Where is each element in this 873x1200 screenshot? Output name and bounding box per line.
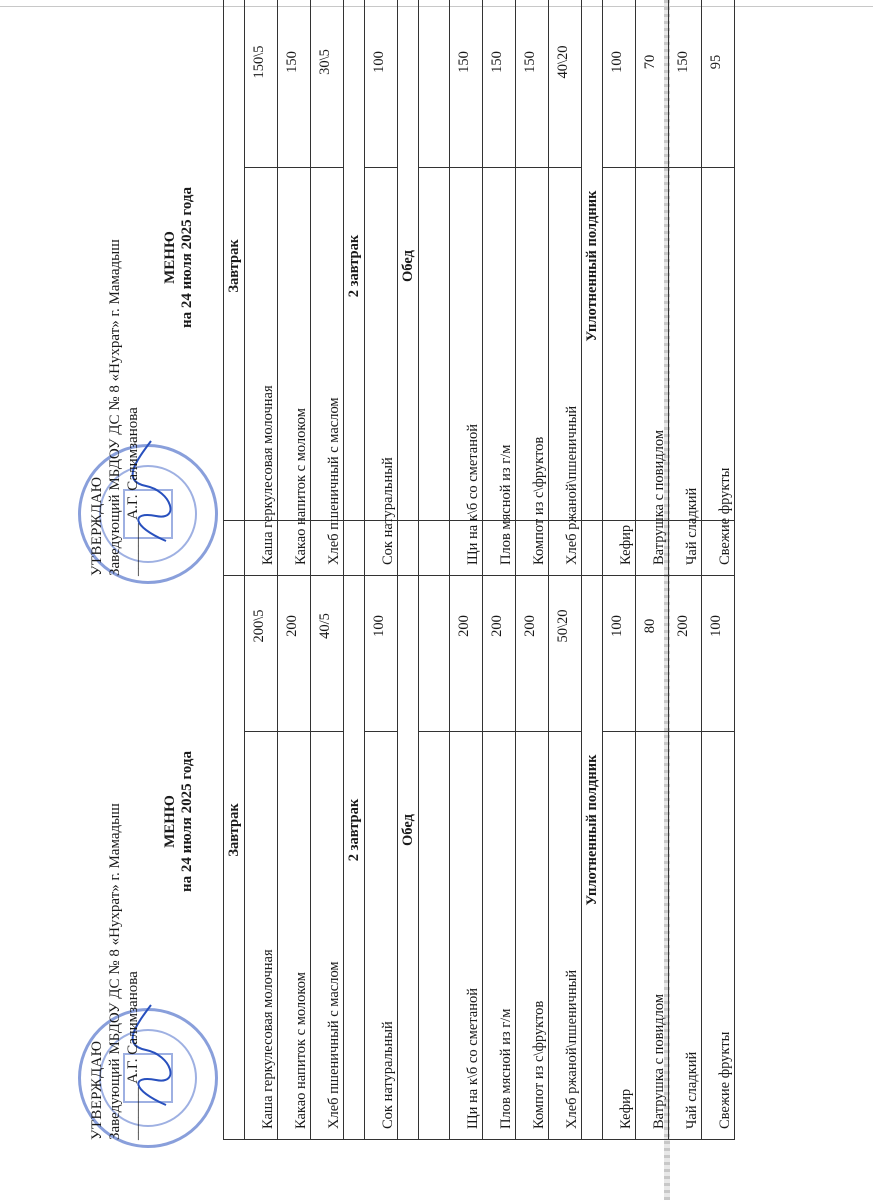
- section-heading: Обед: [398, 521, 419, 1140]
- blank-row: [419, 0, 450, 576]
- dish-name: Хлеб ржаной\пшеничный: [549, 168, 582, 576]
- dish-quantity: 50\20: [555, 609, 571, 643]
- dish-quantity-cell: [483, 0, 516, 168]
- dish-quantity: 200\5: [251, 609, 267, 643]
- menu-sheet-left: [88, 520, 735, 1140]
- approval-block: [88, 239, 142, 576]
- dish-quantity-cell: [669, 0, 702, 168]
- dish-quantity: 200: [489, 615, 505, 637]
- dish-quantity-cell: [311, 0, 344, 168]
- dish-name: Хлеб ржаной\пшеничный: [549, 732, 582, 1140]
- dish-name: Ватрушка с повидлом: [636, 168, 669, 576]
- dish-quantity: 150: [489, 51, 505, 73]
- menu-item-row: [483, 0, 516, 576]
- dish-name: Свежие фрукты: [702, 732, 735, 1140]
- dish-quantity: 200: [456, 615, 472, 637]
- menu-item-row: [278, 0, 311, 576]
- dish-quantity: 30\5: [317, 49, 333, 75]
- menu-item-row: [365, 0, 398, 576]
- dish-name: Сок натуральный: [365, 732, 398, 1140]
- dish-name: Какао напиток с молоком: [278, 732, 311, 1140]
- dish-name: Кефир: [603, 168, 636, 576]
- dish-quantity-cell: [516, 0, 549, 168]
- menu-item-row: [311, 521, 344, 1140]
- menu-table: [223, 0, 735, 576]
- menu-section-row: [398, 521, 419, 1140]
- dish-name: Кефир: [603, 732, 636, 1140]
- dish-quantity: 95: [708, 54, 724, 70]
- section-heading: Обед: [398, 0, 419, 576]
- menu-item-row: [483, 521, 516, 1140]
- menu-item-row: [702, 0, 735, 576]
- blank-cell: [419, 168, 450, 576]
- menu-item-row: [669, 521, 702, 1140]
- dish-quantity: 200: [675, 615, 691, 637]
- approval-block: [88, 803, 142, 1140]
- menu-item-row: [278, 521, 311, 1140]
- menu-section-row: [224, 0, 245, 576]
- dish-name: Компот из с\фруктов: [516, 168, 549, 576]
- menu-section-row: [582, 521, 603, 1140]
- sheet-header: [88, 0, 223, 576]
- menu-title: МЕНЮ: [162, 795, 178, 848]
- section-heading: Уплотненный полдник: [582, 0, 603, 576]
- approve-position: Заведующий МБДОУ ДС № 8 «Нухрат» г. Мамадыш: [107, 803, 123, 1140]
- approve-position: Заведующий МБДОУ ДС № 8 «Нухрат» г. Мамадыш: [107, 239, 123, 576]
- dish-name: Плов мясной из г/м: [483, 168, 516, 576]
- menu-item-row: [365, 521, 398, 1140]
- menu-item-row: [636, 521, 669, 1140]
- menu-item-row: [450, 0, 483, 576]
- dish-quantity: 80: [642, 618, 658, 634]
- menu-section-row: [224, 521, 245, 1140]
- menu-section-row: [344, 521, 365, 1140]
- sheet-header: [88, 520, 223, 1140]
- dish-name: Свежие фрукты: [702, 168, 735, 576]
- dish-name: Хлеб пшеничный с маслом: [311, 732, 344, 1140]
- dish-quantity-cell: [245, 0, 278, 168]
- menu-section-row: [398, 0, 419, 576]
- dish-quantity: 150: [675, 51, 691, 73]
- menu-item-row: [669, 0, 702, 576]
- dish-quantity: 100: [371, 51, 387, 73]
- dish-name: Чай сладкий: [669, 168, 702, 576]
- menu-item-row: [702, 521, 735, 1140]
- dish-name: Чай сладкий: [669, 732, 702, 1140]
- menu-section-row: [582, 0, 603, 576]
- dish-quantity-cell: [702, 0, 735, 168]
- menu-title-block: [162, 187, 196, 328]
- menu-item-row: [636, 0, 669, 576]
- blank-cell: [419, 0, 450, 168]
- menu-item-row: [603, 0, 636, 576]
- dish-name: Компот из с\фруктов: [516, 732, 549, 1140]
- dish-quantity: 100: [371, 615, 387, 637]
- dish-name: Плов мясной из г/м: [483, 732, 516, 1140]
- dish-quantity-cell: [450, 0, 483, 168]
- menu-item-row: [245, 0, 278, 576]
- dish-quantity: 150\5: [251, 45, 267, 79]
- section-heading: 2 завтрак: [344, 0, 365, 576]
- dish-name: Щи на к\б со сметаной: [450, 168, 483, 576]
- dish-quantity: 100: [609, 615, 625, 637]
- dish-name: Ватрушка с повидлом: [636, 732, 669, 1140]
- dish-quantity: 150: [284, 51, 300, 73]
- approve-title: УТВЕРЖДАЮ: [89, 476, 105, 576]
- menu-item-row: [549, 0, 582, 576]
- dish-quantity: 150: [456, 51, 472, 73]
- dish-name: Сок натуральный: [365, 168, 398, 576]
- dish-quantity-cell: [549, 0, 582, 168]
- menu-title: МЕНЮ: [162, 231, 178, 284]
- dish-quantity: 70: [642, 54, 658, 70]
- dish-quantity: 100: [609, 51, 625, 73]
- blank-cell: [419, 732, 450, 1140]
- menu-section-row: [344, 0, 365, 576]
- menu-table: [223, 520, 735, 1140]
- dish-quantity-cell: [636, 0, 669, 168]
- section-heading: Завтрак: [224, 0, 245, 576]
- section-heading: 2 завтрак: [344, 521, 365, 1140]
- dish-name: Каша геркулесовая молочная: [245, 732, 278, 1140]
- dish-quantity-cell: [603, 0, 636, 168]
- dish-quantity: 100: [708, 615, 724, 637]
- menu-date: на 24 июля 2025 года: [179, 187, 195, 328]
- approve-signer: _______ А.Г. Салимзанова: [125, 407, 141, 576]
- menu-item-row: [516, 0, 549, 576]
- menu-item-row: [549, 521, 582, 1140]
- menu-date: на 24 июля 2025 года: [179, 751, 195, 892]
- dish-quantity-cell: [365, 0, 398, 168]
- menu-item-row: [603, 521, 636, 1140]
- approve-signer: _______ А.Г. Салимзанова: [125, 971, 141, 1140]
- dish-name: Щи на к\б со сметаной: [450, 732, 483, 1140]
- dish-quantity: 200: [522, 615, 538, 637]
- section-heading: Завтрак: [224, 521, 245, 1140]
- menu-item-row: [311, 0, 344, 576]
- menu-item-row: [450, 521, 483, 1140]
- dish-quantity: 200: [284, 615, 300, 637]
- dish-name: Каша геркулесовая молочная: [245, 168, 278, 576]
- dish-name: Хлеб пшеничный с маслом: [311, 168, 344, 576]
- menu-item-row: [245, 521, 278, 1140]
- approve-title: УТВЕРЖДАЮ: [89, 1040, 105, 1140]
- dish-name: Какао напиток с молоком: [278, 168, 311, 576]
- blank-row: [419, 521, 450, 1140]
- dish-quantity: 40/5: [317, 613, 333, 639]
- dish-quantity-cell: [278, 0, 311, 168]
- dish-quantity: 40\20: [555, 45, 571, 79]
- menu-sheet-right: [88, 0, 735, 576]
- section-heading: Уплотненный полдник: [582, 521, 603, 1140]
- menu-title-block: [162, 751, 196, 892]
- menu-item-row: [516, 521, 549, 1140]
- dish-quantity: 150: [522, 51, 538, 73]
